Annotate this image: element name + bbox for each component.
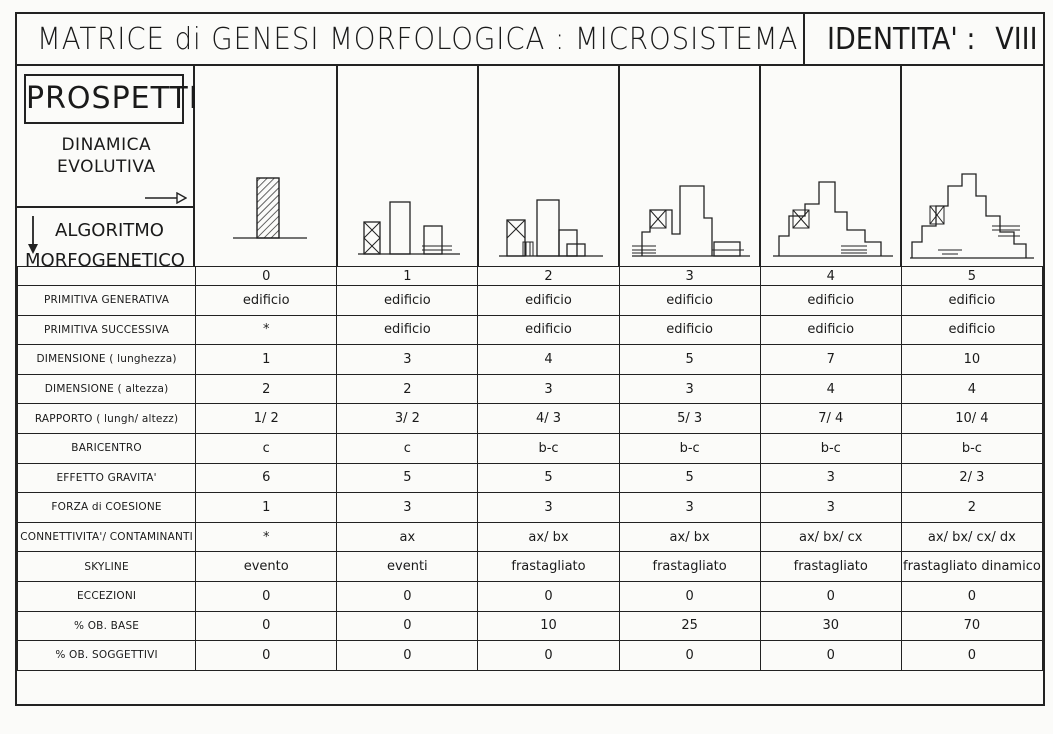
cell-value: edificio xyxy=(760,315,901,345)
cell-value: ax/ bx xyxy=(478,522,619,552)
row-label: DIMENSIONE ( altezza) xyxy=(18,374,196,404)
left-header-panel xyxy=(17,66,199,271)
sketch-col-0 xyxy=(195,66,338,266)
arrow-right-icon xyxy=(145,192,187,204)
table-row xyxy=(18,315,1043,345)
cell-value: edificio xyxy=(337,315,478,345)
cell-value: 0 xyxy=(337,581,478,611)
table-row xyxy=(18,374,1043,404)
cell-value: 0 xyxy=(196,611,337,641)
table-row xyxy=(18,522,1043,552)
cell-value: 0 xyxy=(619,581,760,611)
cell-value: c xyxy=(196,433,337,463)
dinamica-line: DINAMICA xyxy=(61,135,152,155)
row-label: % OB. SOGGETTIVI xyxy=(18,641,196,671)
cell-value: ax/ bx/ cx/ dx xyxy=(901,522,1042,552)
row-label: ECCEZIONI xyxy=(18,581,196,611)
column-number: 1 xyxy=(337,267,478,286)
cell-value: 10/ 4 xyxy=(901,404,1042,434)
cell-value: 3 xyxy=(478,493,619,523)
cell-value: 0 xyxy=(901,581,1042,611)
row-label: CONNETTIVITA'/ CONTAMINANTI xyxy=(18,522,196,552)
cell-value: frastagliato xyxy=(478,552,619,582)
cell-value: frastagliato xyxy=(619,552,760,582)
cell-value: evento xyxy=(196,552,337,582)
column-number: 0 xyxy=(196,267,337,286)
cell-value: ax xyxy=(337,522,478,552)
identity-text xyxy=(827,22,1038,57)
sketch-col-1 xyxy=(338,66,479,266)
sketch-col-5 xyxy=(902,66,1043,266)
page-title: MATRICE di GENESI MORFOLOGICA : MICROSISTEMA xyxy=(37,22,799,57)
cell-value: 30 xyxy=(760,611,901,641)
cell-value: frastagliato dinamico xyxy=(901,552,1042,582)
table-row xyxy=(18,463,1043,493)
cell-value: * xyxy=(196,315,337,345)
cell-value: 4/ 3 xyxy=(478,404,619,434)
split-divider xyxy=(17,206,195,208)
sketch-col-2 xyxy=(479,66,620,266)
prospetti-box: PROSPETTI xyxy=(24,74,184,124)
cell-value: 2 xyxy=(196,374,337,404)
sketch-3-drawing xyxy=(620,66,759,266)
sketch-4-drawing xyxy=(761,66,900,266)
dinamica-evolutiva-label xyxy=(57,134,156,178)
cell-value: edificio xyxy=(619,286,760,316)
matrix-sheet xyxy=(15,12,1045,706)
cell-value: 3 xyxy=(337,345,478,375)
cell-value: 10 xyxy=(901,345,1042,375)
row-label: FORZA di COESIONE xyxy=(18,493,196,523)
cell-value: 1/ 2 xyxy=(196,404,337,434)
table-row xyxy=(18,345,1043,375)
cell-value: 0 xyxy=(196,641,337,671)
identity-label: IDENTITA' : xyxy=(827,22,976,57)
row-label: DIMENSIONE ( lunghezza) xyxy=(18,345,196,375)
cell-value: 70 xyxy=(901,611,1042,641)
cell-value: 6 xyxy=(196,463,337,493)
table-row xyxy=(18,641,1043,671)
cell-value: b-c xyxy=(619,433,760,463)
cell-value: 1 xyxy=(196,345,337,375)
cell-value: eventi xyxy=(337,552,478,582)
cell-value: edificio xyxy=(619,315,760,345)
cell-value: edificio xyxy=(478,286,619,316)
table-row xyxy=(18,493,1043,523)
cell-value: b-c xyxy=(478,433,619,463)
sketch-2-drawing xyxy=(479,66,618,266)
row-label: BARICENTRO xyxy=(18,433,196,463)
cell-value: 0 xyxy=(478,641,619,671)
sketch-col-3 xyxy=(620,66,761,266)
cell-value: edificio xyxy=(196,286,337,316)
identity-value: VIII xyxy=(995,22,1038,57)
cell-value: edificio xyxy=(337,286,478,316)
cell-value: 0 xyxy=(760,641,901,671)
cell-value: 3 xyxy=(478,374,619,404)
corner-cell xyxy=(18,267,196,286)
cell-value: edificio xyxy=(901,286,1042,316)
cell-value: 5 xyxy=(478,463,619,493)
table-row xyxy=(18,552,1043,582)
sketch-col-4 xyxy=(761,66,902,266)
cell-value: * xyxy=(196,522,337,552)
title-row xyxy=(17,14,1043,66)
cell-value: 7/ 4 xyxy=(760,404,901,434)
cell-value: 3 xyxy=(619,374,760,404)
column-number: 5 xyxy=(901,267,1042,286)
cell-value: 0 xyxy=(760,581,901,611)
cell-value: ax/ bx/ cx xyxy=(760,522,901,552)
cell-value: c xyxy=(337,433,478,463)
cell-value: 5 xyxy=(619,463,760,493)
cell-value: 3 xyxy=(337,493,478,523)
row-label: PRIMITIVA SUCCESSIVA xyxy=(18,315,196,345)
table-row xyxy=(18,433,1043,463)
column-number-row xyxy=(18,267,1043,286)
algoritmo-line: ALGORITMO xyxy=(55,220,164,241)
cell-value: 0 xyxy=(901,641,1042,671)
table-row xyxy=(18,404,1043,434)
cell-value: 3/ 2 xyxy=(337,404,478,434)
cell-value: edificio xyxy=(478,315,619,345)
cell-value: ax/ bx xyxy=(619,522,760,552)
cell-value: 3 xyxy=(619,493,760,523)
cell-value: 0 xyxy=(619,641,760,671)
cell-value: 3 xyxy=(760,463,901,493)
sketch-row xyxy=(195,66,1043,266)
table-row xyxy=(18,611,1043,641)
cell-value: 5 xyxy=(337,463,478,493)
cell-value: b-c xyxy=(901,433,1042,463)
cell-value: b-c xyxy=(760,433,901,463)
cell-value: 2 xyxy=(337,374,478,404)
cell-value: edificio xyxy=(760,286,901,316)
column-number: 3 xyxy=(619,267,760,286)
cell-value: 0 xyxy=(337,641,478,671)
cell-value: 4 xyxy=(478,345,619,375)
row-label: % OB. BASE xyxy=(18,611,196,641)
matrix-table xyxy=(17,266,1043,671)
row-label: EFFETTO GRAVITA' xyxy=(18,463,196,493)
column-number: 4 xyxy=(760,267,901,286)
cell-value: 25 xyxy=(619,611,760,641)
identity-box xyxy=(803,14,1043,64)
cell-value: edificio xyxy=(901,315,1042,345)
cell-value: 7 xyxy=(760,345,901,375)
table-row xyxy=(18,286,1043,316)
cell-value: 0 xyxy=(337,611,478,641)
sketch-5-drawing xyxy=(902,66,1041,266)
column-number: 2 xyxy=(478,267,619,286)
row-label: SKYLINE xyxy=(18,552,196,582)
table-row xyxy=(18,581,1043,611)
cell-value: 3 xyxy=(760,493,901,523)
evolutiva-line: EVOLUTIVA xyxy=(57,157,156,177)
cell-value: 2/ 3 xyxy=(901,463,1042,493)
cell-value: 1 xyxy=(196,493,337,523)
row-label: PRIMITIVA GENERATIVA xyxy=(18,286,196,316)
sketch-1-drawing xyxy=(338,66,477,266)
morfogenetico-line: MORFOGENETICO xyxy=(25,250,185,271)
cell-value: 4 xyxy=(901,374,1042,404)
cell-value: 5/ 3 xyxy=(619,404,760,434)
cell-value: 4 xyxy=(760,374,901,404)
cell-value: 2 xyxy=(901,493,1042,523)
cell-value: 0 xyxy=(196,581,337,611)
row-label: RAPPORTO ( lungh/ altezz) xyxy=(18,404,196,434)
cell-value: 10 xyxy=(478,611,619,641)
cell-value: 5 xyxy=(619,345,760,375)
cell-value: 0 xyxy=(478,581,619,611)
sketch-0-drawing xyxy=(195,66,336,266)
cell-value: frastagliato xyxy=(760,552,901,582)
